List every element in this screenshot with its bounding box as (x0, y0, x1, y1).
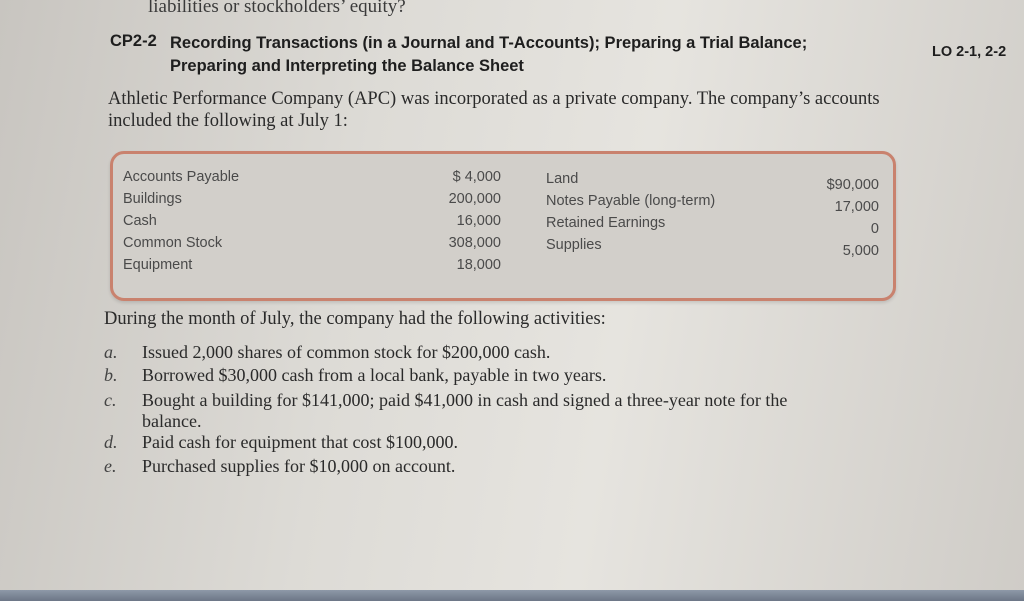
account-name: Accounts Payable (123, 169, 240, 185)
activity-text-line-2: balance. (142, 411, 202, 431)
right-account-names (546, 168, 715, 256)
activity-text (142, 390, 787, 432)
account-name: Supplies (546, 237, 602, 253)
account-value: 0 (870, 221, 879, 237)
right-account-values (773, 174, 879, 262)
learning-objectives: LO 2-1, 2-2 (932, 44, 1007, 60)
account-name: Notes Payable (long-term) (546, 193, 716, 209)
activity-text: Issued 2,000 shares of common stock for $200,000 cash. (142, 342, 551, 362)
account-name: Equipment (123, 257, 193, 273)
activity-text: Borrowed $30,000 cash from a local bank, payable in two years. (142, 365, 607, 385)
account-value: $90,000 (826, 177, 879, 193)
left-account-values (413, 166, 501, 276)
problem-title-line-2: Preparing and Interpreting the Balance Sheet (170, 57, 524, 75)
account-value: 308,000 (448, 235, 501, 251)
account-value: 5,000 (842, 243, 879, 259)
activity-text: Purchased supplies for $10,000 on account. (142, 456, 456, 476)
activity-letter: e. (104, 456, 117, 476)
activity-letter: d. (104, 432, 118, 452)
account-name: Buildings (123, 191, 182, 207)
account-name: Retained Earnings (546, 215, 666, 231)
activity-text-line-1: Bought a building for $141,000; paid $41,000 in cash and signed a three-year note for the (142, 390, 788, 410)
intro-paragraph: Athletic Performance Company (APC) was incorporated as a private company. The company’s accounts included the following at July 1: (108, 89, 880, 131)
problem-title-line-1: Recording Transactions (in a Journal and T-Accounts); Preparing a Trial Balance; (170, 34, 808, 52)
problem-id: CP2-2 (110, 32, 157, 50)
activities-intro: During the month of July, the company had the following activities: (104, 309, 606, 329)
account-name: Common Stock (123, 235, 223, 251)
activity-letter: c. (104, 390, 117, 410)
problem-title (170, 32, 807, 78)
account-value: $ 4,000 (452, 169, 501, 185)
account-value: 18,000 (456, 257, 501, 273)
screen-edge (0, 590, 1024, 601)
accounts-box (110, 151, 896, 301)
activity-text: Paid cash for equipment that cost $100,000. (142, 432, 458, 452)
previous-question-line: liabilities or stockholders’ equity? (148, 0, 406, 17)
account-name: Land (546, 171, 579, 187)
account-value: 17,000 (834, 199, 879, 215)
account-name: Cash (123, 213, 157, 229)
left-account-names (123, 166, 239, 276)
account-value: 16,000 (456, 213, 501, 229)
account-value: 200,000 (448, 191, 501, 207)
activity-letter: b. (104, 365, 118, 385)
activity-letter: a. (104, 342, 118, 362)
